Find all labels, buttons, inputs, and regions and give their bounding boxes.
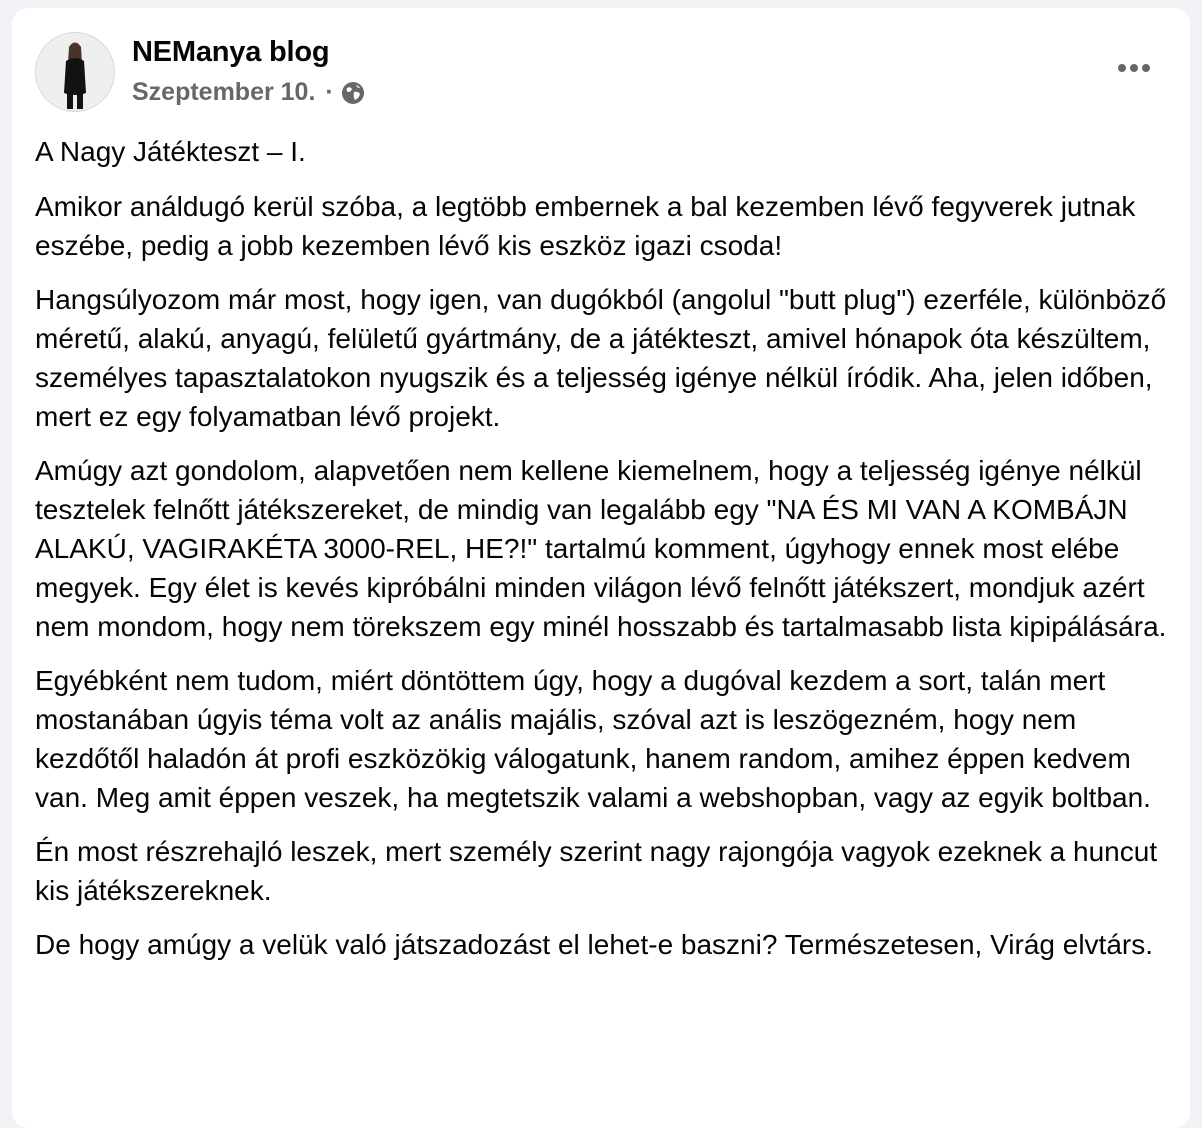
post-body	[35, 132, 1175, 979]
avatar-image	[36, 33, 114, 111]
post-date[interactable]: Szeptember 10.	[132, 78, 316, 106]
author-name[interactable]: NEManya blog	[132, 36, 330, 68]
post-header	[35, 32, 1170, 114]
more-options-icon[interactable]	[1112, 46, 1156, 90]
post-paragraph: De hogy amúgy a velük való játszadozást el lehet-e baszni? Természetesen, Virág elvtárs.	[35, 929, 1154, 960]
post-paragraph: Amikor análdugó kerül szóba, a legtöbb embernek a bal kezemben lévő fegyverek jutnak eszébe, pedig a jobb kezemben lévő kis eszköz igazi csoda!	[35, 191, 1136, 261]
post-title: A Nagy Játékteszt – I.	[35, 136, 306, 167]
post-card	[12, 8, 1190, 1128]
post-paragraph: Egyébként nem tudom, miért döntöttem úgy, hogy a dugóval kezdem a sort, talán mert mostanában úgyis téma volt az anális majális, szóval azt is leszögezném, hogy nem kezdőtől haladón át profi eszközökig válogatunk, hanem random, amihez éppen kedvem van. Meg amit éppen veszek, ha megtetszik valami a webshopban, vagy az egyik boltban.	[35, 665, 1151, 813]
post-paragraph: Hangsúlyozom már most, hogy igen, van dugókból (angolul "butt plug") ezerféle, különböző méretű, alakú, anyagú, felületű gyártmány, de a játékteszt, amivel hónapok óta készültem, személyes tapasztalatokon nyugszik és a teljesség igénye nélkül íródik. Aha, jelen időben, mert ez egy folyamatban lévő projekt.	[35, 284, 1167, 432]
post-meta	[132, 78, 366, 107]
avatar[interactable]	[35, 32, 115, 112]
post-paragraph: Én most részrehajló leszek, mert személy szerint nagy rajongója vagyok ezeknek a huncut kis játékszereknek.	[35, 836, 1158, 906]
meta-separator: ·	[325, 78, 334, 106]
post-paragraph: Amúgy azt gondolom, alapvetően nem kellene kiemelnem, hogy a teljesség igénye nélkül tesztelek felnőtt játékszereket, de mindig van legalább egy "NA ÉS MI VAN A KOMBÁJN ALAKÚ, VAGIRAKÉTA 3000-REL, HE?!" tartalmú komment, úgyhogy ennek most elébe megyek. Egy élet is kevés kipróbálni minden világon lévő felnőtt játékszert, mondjuk azért nem mondom, hogy nem törekszem egy minél hosszabb és tartalmasabb lista kipipálására.	[35, 455, 1167, 642]
globe-icon	[340, 80, 366, 106]
